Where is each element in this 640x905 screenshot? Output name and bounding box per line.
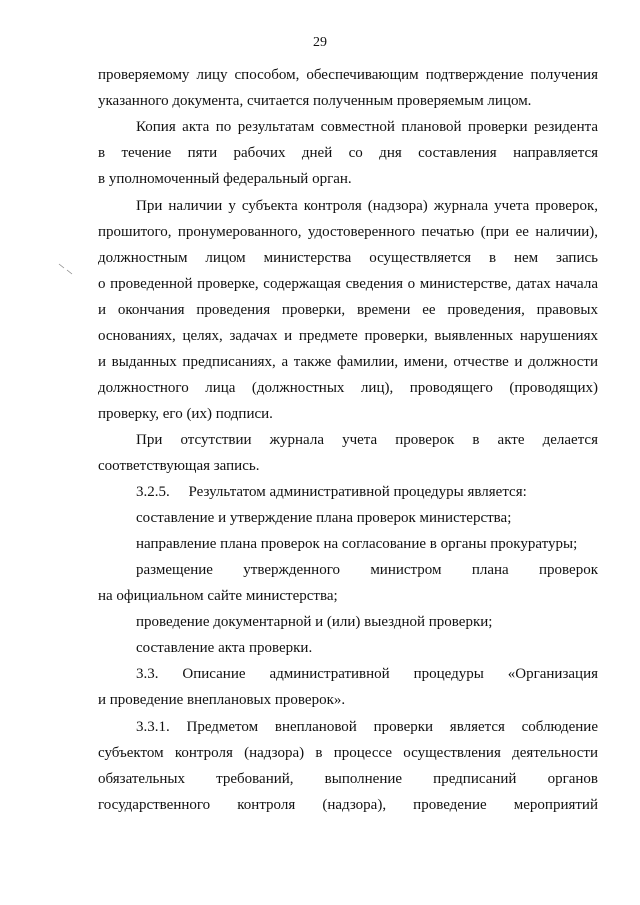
- text-line: размещение утвержденного министром плана проверок: [136, 562, 598, 578]
- text-line: При наличии у субъекта контроля (надзора) журнала учета проверок,: [136, 198, 598, 214]
- text-line: составление и утверждение плана проверок министерства;: [136, 510, 512, 526]
- text-line: должностного лица (должностных лиц), проводящего (проводящих): [98, 380, 598, 396]
- text-line: о проведенной проверке, содержащая сведения о министерстве, датах начала: [98, 276, 598, 292]
- text-line: на официальном сайте министерства;: [98, 588, 338, 604]
- text-line: в уполномоченный федеральный орган.: [98, 171, 352, 187]
- text-line: проверку, его (их) подписи.: [98, 406, 273, 422]
- text-line: 3.3. Описание административной процедуры «Организация: [136, 666, 598, 682]
- text-line: и проведение внеплановых проверок».: [98, 692, 346, 708]
- text-line: При отсутствии журнала учета проверок в акте делается: [136, 432, 598, 448]
- text-line: субъектом контроля (надзора) в процессе осуществления деятельности: [98, 745, 598, 761]
- text-line: обязательных требований, выполнение предписаний органов: [98, 771, 598, 787]
- text-line: проведение документарной и (или) выездной проверки;: [136, 614, 493, 630]
- text-line: указанного документа, считается полученным проверяемым лицом.: [98, 93, 532, 109]
- text-line: составление акта проверки.: [136, 640, 313, 656]
- text-line: соответствующая запись.: [98, 458, 260, 474]
- text-line: 3.2.5. Результатом административной процедуры является:: [136, 484, 527, 500]
- text-line: Копия акта по результатам совместной плановой проверки резидента: [136, 119, 598, 135]
- page-number: 29: [313, 35, 327, 50]
- text-line: 3.3.1. Предметом внеплановой проверки является соблюдение: [136, 719, 598, 735]
- text-line: и окончания проведения проверки, времени ее проведения, правовых: [98, 302, 598, 318]
- text-line: проверяемому лицу способом, обеспечивающим подтверждение получения: [98, 67, 598, 83]
- text-line: основаниях, целях, задачах и предмете проверки, выявленных нарушениях: [98, 328, 598, 344]
- margin-mark: [58, 262, 74, 276]
- text-line: государственного контроля (надзора), проведение мероприятий: [98, 797, 598, 813]
- text-line: прошитого, пронумерованного, удостоверенного печатью (при ее наличии),: [98, 224, 598, 240]
- text-line: и выданных предписаниях, а также фамилии, имени, отчестве и должности: [98, 354, 598, 370]
- text-line: должностным лицом министерства осуществляется в нем запись: [98, 250, 598, 266]
- text-line: направление плана проверок на согласование в органы прокуратуры;: [136, 536, 578, 552]
- text-line: в течение пяти рабочих дней со дня составления направляется: [98, 145, 598, 161]
